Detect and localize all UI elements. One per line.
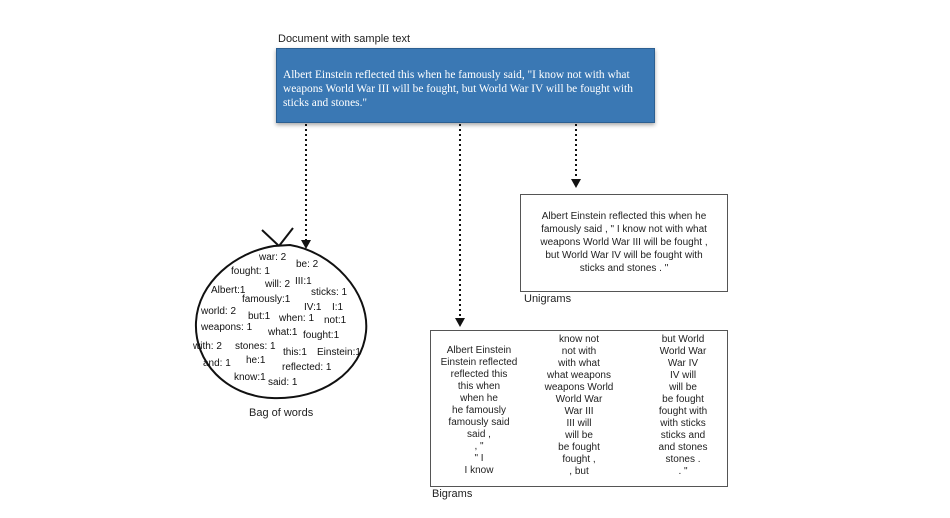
- bag-word: with: 2: [193, 341, 222, 352]
- unigram-line: Albert Einstein reflected this when he: [541, 211, 707, 222]
- bigram-item: with sticks: [660, 418, 706, 429]
- bigram-item: III will: [566, 418, 592, 429]
- bag-of-words-caption: Bag of words: [249, 407, 314, 419]
- bag-word: when: 1: [279, 313, 315, 324]
- bag-word: world: 2: [201, 306, 237, 317]
- bigram-item: , ": [474, 441, 484, 452]
- bigram-item: famously said: [448, 417, 510, 428]
- arrowhead-bigrams: [455, 318, 465, 327]
- unigram-line: famously said , " I know not with what: [541, 224, 707, 235]
- bag-word: said: 1: [268, 377, 298, 388]
- document-caption: Document with sample text: [278, 33, 411, 45]
- bigram-item: fought ,: [562, 454, 596, 465]
- bigram-item: weapons World: [544, 382, 614, 393]
- bigram-item: will be: [669, 382, 697, 393]
- bag-word: be: 2: [296, 259, 319, 270]
- unigram-line: weapons World War III will be fought ,: [540, 237, 708, 248]
- bigram-item: fought with: [658, 406, 708, 417]
- bigram-item: sticks and: [660, 430, 706, 441]
- document-line: weapons World War III will be fought, but World War IV will be fought with: [283, 83, 633, 95]
- bag-word: Einstein:1: [317, 347, 361, 358]
- document-line: sticks and stones.": [283, 97, 368, 109]
- bigram-item: Albert Einstein: [446, 345, 512, 356]
- bag-word: and: 1: [203, 358, 231, 369]
- bigram-item: with what: [558, 358, 600, 369]
- unigrams-box: [520, 194, 728, 292]
- bigram-item: he famously: [452, 405, 506, 416]
- unigrams-caption: Unigrams: [524, 293, 572, 305]
- bigram-item: know not: [558, 334, 600, 345]
- bigram-item: War III: [564, 406, 594, 417]
- bag-word: stones: 1: [235, 341, 276, 352]
- bigram-item: will be: [565, 430, 593, 441]
- bigram-item: said ,: [467, 429, 491, 440]
- bigram-item: reflected this: [450, 369, 508, 380]
- bigram-item: " I: [474, 453, 484, 464]
- bigram-column-1: [441, 345, 518, 477]
- bigram-item: World War: [555, 394, 603, 405]
- unigram-line: sticks and stones . ": [579, 263, 669, 274]
- bigram-column-2: [545, 334, 614, 478]
- bigram-item: , but: [569, 466, 589, 477]
- bigram-item: be fought: [662, 394, 704, 405]
- bag-word: I:1: [332, 302, 344, 313]
- bigram-item: and stones: [658, 442, 708, 453]
- bigram-item: World War: [659, 346, 707, 357]
- bag-word: what:1: [268, 327, 298, 338]
- bigram-column-3: [659, 334, 708, 478]
- bigrams-box: [430, 330, 728, 487]
- bag-word: this:1: [283, 347, 307, 358]
- bigram-item: be fought: [558, 442, 600, 453]
- bag-word: know:1: [234, 372, 266, 383]
- bag-word: but:1: [248, 311, 271, 322]
- bigram-item: when he: [460, 393, 498, 404]
- bigram-item: this when: [457, 381, 501, 392]
- bag-word: fought:1: [303, 330, 340, 341]
- bag-word: not:1: [324, 315, 347, 326]
- bag-word: reflected: 1: [282, 362, 332, 373]
- bag-word: he:1: [246, 355, 266, 366]
- document-line: Albert Einstein reflected this when he famously said, "I know not with what: [283, 69, 630, 81]
- bigram-item: War IV: [667, 358, 699, 369]
- bag-word: war: 2: [259, 252, 287, 263]
- bigram-item: IV will: [669, 370, 697, 381]
- bag-word: Albert:1: [211, 285, 246, 296]
- bag-word: sticks: 1: [311, 287, 348, 298]
- arrowhead-unigrams: [571, 179, 581, 188]
- bigram-item: I know: [464, 465, 494, 476]
- bigram-item: what weapons: [547, 370, 611, 381]
- bag-word: III:1: [295, 276, 312, 287]
- bag-word: weapons: 1: [201, 322, 253, 333]
- bag-word: famously:1: [242, 294, 291, 305]
- bigrams-caption: Bigrams: [432, 488, 473, 500]
- bag-word: IV:1: [304, 302, 322, 313]
- bag-word: fought: 1: [231, 266, 270, 277]
- unigram-line: but World War IV will be fought with: [545, 250, 703, 261]
- bigram-item: . ": [678, 466, 688, 477]
- bigram-item: stones .: [665, 454, 701, 465]
- bigram-item: not with: [561, 346, 597, 357]
- bigram-item: but World: [661, 334, 705, 345]
- bag-word: will: 2: [265, 279, 291, 290]
- bigram-item: Einstein reflected: [440, 357, 518, 368]
